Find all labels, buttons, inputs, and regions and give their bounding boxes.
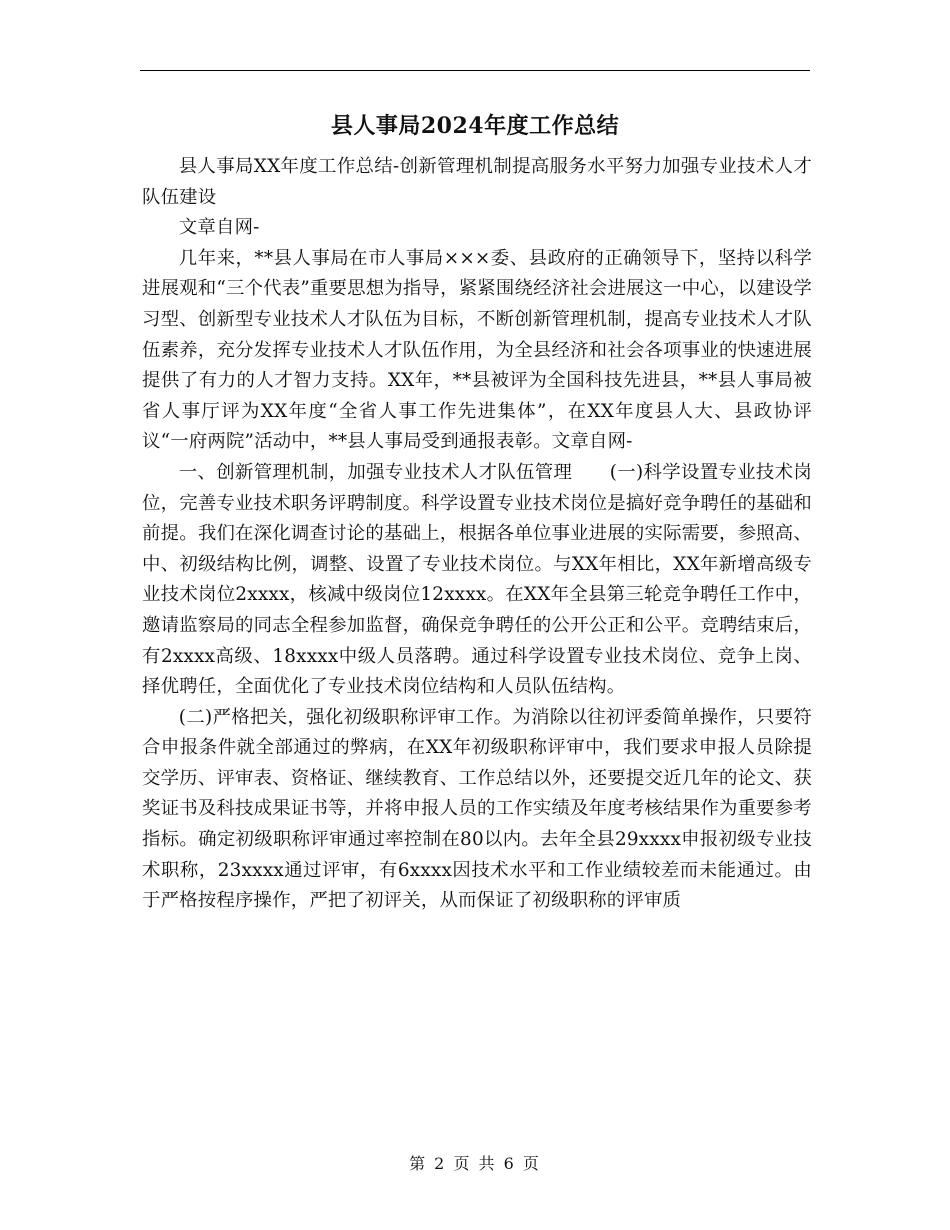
paragraph-subtitle: 县人事局XX年度工作总结-创新管理机制提高服务水平努力加强专业技术人才队伍建设 xyxy=(142,156,812,208)
paragraph-section-two: (二)严格把关，强化初级职称评审工作。为消除以往初评委简单操作，只要符合申报条件就全部通过的弊病，在XX年初级职称评审中，我们要求申报人员除提交学历、评审表、资格证、继续教育、工作总结以外，还要提交近几年的论文、获奖证书及科技成果证书等，并将申报人员的工作实绩及年度考核结果作为重要参考指标。确定初级职称评审通过率控制在80以内。去年全县29xxxx申报初级专业技术职称，23xxxx通过评审，有6xxxx因技术水平和工作业绩较差而未能通过。由于严格按程序操作，严把了初评关，从而保证了初级职称的评审质 xyxy=(142,706,812,912)
document-body xyxy=(142,152,812,917)
paragraph-section-one: 一、创新管理机制，加强专业技术人才队伍管理 (一)科学设置专业技术岗位，完善专业技术职务评聘制度。科学设置专业技术岗位是搞好竞争聘任的基础和前提。我们在深化调查讨论的基础上，根据各单位事业进展的实际需要，参照高、中、初级结构比例，调整、设置了专业技术岗位。与XX年相比，XX年新增高级专业技术岗位2xxxx，核减中级岗位12xxxx。在XX年全县第三轮竞争聘任工作中，邀请监察局的同志全程参加监督，确保竞争聘任的公开公正和公平。竞聘结束后，有2xxxx高级、18xxxx中级人员落聘。通过科学设置专业技术岗位、竞争上岗、择优聘任，全面优化了专业技术岗位结构和人员队伍结构。 xyxy=(142,461,812,698)
header-rule xyxy=(140,70,810,71)
page-number-footer: 第 2 页 共 6 页 xyxy=(409,1154,541,1173)
paragraph-intro: 几年来，**县人事局在市人事局×××委、县政府的正确领导下，坚持以科学进展观和“三个代表”重要思想为指导，紧紧围绕经济社会进展这一中心，以建设学习型、创新型专业技术人才队伍为目标，不断创新管理机制，提高专业技术人才队伍素养，充分发挥专业技术人才队伍作用，为全县经济和社会各项事业的快速进展提供了有力的人才智力支持。XX年，**县被评为全国科技先进县，**县人事局被省人事厅评为XX年度“全省人事工作先进集体”，在XX年度县人大、县政协评议“一府两院”活动中，**县人事局受到通报表彰。文章自网- xyxy=(142,247,812,453)
document-title: 县人事局2024年度工作总结 xyxy=(330,113,620,139)
paragraph-source: 文章自网- xyxy=(178,217,260,239)
